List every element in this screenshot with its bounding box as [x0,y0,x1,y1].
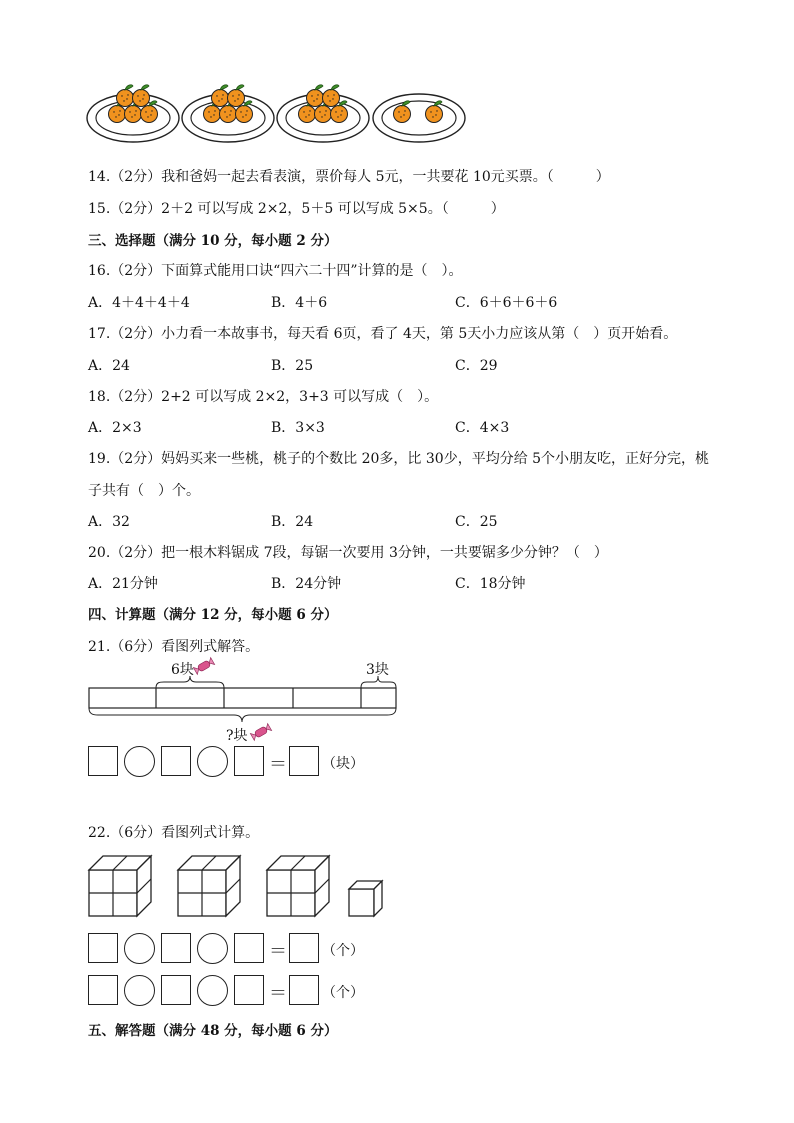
operator-circle[interactable] [197,975,228,1006]
q22-unit-1: （个） [322,943,364,959]
question-19-line2: 子共有（ ）个。 [88,483,200,499]
single-cube [349,881,382,916]
q21-label-3: 3块 [366,662,389,678]
equals-sign: ＝ [269,983,287,1004]
q20-option-c[interactable]: C．18分钟 [455,576,526,592]
question-20: 20.（2分）把一根木料锯成 7段，每锯一次要用 3分钟，一共要锯多少分钟？（ ） [88,545,608,561]
question-18: 18.（2分）2+2 可以写成 2×2，3+3 可以写成（ ）。 [88,389,439,405]
q20-option-a[interactable]: A．21分钟 [88,576,158,592]
section-3-heading: 三、选择题（满分 10 分，每小题 2 分） [88,233,338,249]
answer-box[interactable] [234,933,264,963]
candy-icon [193,658,214,675]
operator-circle[interactable] [197,933,228,964]
answer-box[interactable] [234,746,264,776]
q17-option-c[interactable]: C．29 [455,358,498,374]
result-box[interactable] [289,746,319,776]
answer-box[interactable] [161,933,191,963]
q19-option-b[interactable]: B．24 [271,514,314,530]
q22-unit-2: （个） [322,985,364,1001]
answer-box[interactable] [161,975,191,1005]
answer-box[interactable] [88,933,118,963]
cube-block-8 [89,856,151,916]
operator-circle[interactable] [124,933,155,964]
q16-option-c[interactable]: C．6＋6＋6＋6 [455,295,558,311]
plate-4 [373,94,465,142]
bar-outline [89,688,396,708]
question-19-line1: 19.（2分）妈妈买来一些桃，桃子的个数比 20多，比 30少，平均分给 5个小朋友吃，正好分完，桃 [88,451,710,467]
q18-option-a[interactable]: A．2×3 [88,420,142,436]
section-5-heading: 五、解答题（满分 48 分，每小题 6 分） [88,1023,338,1039]
q22-cubes-figure [84,852,404,922]
question-22: 22.（6分）看图列式计算。 [88,825,260,841]
question-14: 14.（2分）我和爸妈一起去看表演，票价每人 5元，一共要花 10元买票。（ ） [88,169,610,185]
q21-unit: （块） [322,756,364,772]
bottom-brace-total [89,708,396,722]
operator-circle[interactable] [197,746,228,777]
candy-icon [250,724,271,741]
q21-label-total: ?块 [226,728,248,744]
q20-option-b[interactable]: B．24分钟 [271,576,342,592]
q17-option-b[interactable]: B．25 [271,358,314,374]
oranges-plates-figure [0,0,794,160]
q17-option-a[interactable]: A．24 [88,358,130,374]
operator-circle[interactable] [124,975,155,1006]
equals-sign: ＝ [269,754,287,775]
question-16: 16.（2分）下面算式能用口诀“四六二十四”计算的是（ ）。 [88,263,463,279]
answer-box[interactable] [88,746,118,776]
answer-box[interactable] [88,975,118,1005]
q18-option-b[interactable]: B．3×3 [271,420,325,436]
question-15: 15.（2分）2＋2 可以写成 2×2，5＋5 可以写成 5×5。（ ） [88,201,505,217]
result-box[interactable] [289,933,319,963]
q21-label-6: 6块 [171,662,194,678]
equals-sign: ＝ [269,941,287,962]
q16-option-b[interactable]: B．4＋6 [271,295,328,311]
answer-box[interactable] [161,746,191,776]
q19-option-c[interactable]: C．25 [455,514,498,530]
question-17: 17.（2分）小力看一本故事书，每天看 6页，看了 4天，第 5天小力应该从第（ ）页开始看。 [88,326,678,342]
cube-block-8 [178,856,240,916]
q18-option-c[interactable]: C．4×3 [455,420,510,436]
answer-box[interactable] [234,975,264,1005]
section-4-heading: 四、计算题（满分 12 分，每小题 6 分） [88,607,338,623]
q19-option-a[interactable]: A．32 [88,514,130,530]
cube-block-8 [267,856,329,916]
question-21: 21.（6分）看图列式解答。 [88,639,260,655]
q16-option-a[interactable]: A．4＋4＋4＋4 [88,295,190,311]
operator-circle[interactable] [124,746,155,777]
result-box[interactable] [289,975,319,1005]
